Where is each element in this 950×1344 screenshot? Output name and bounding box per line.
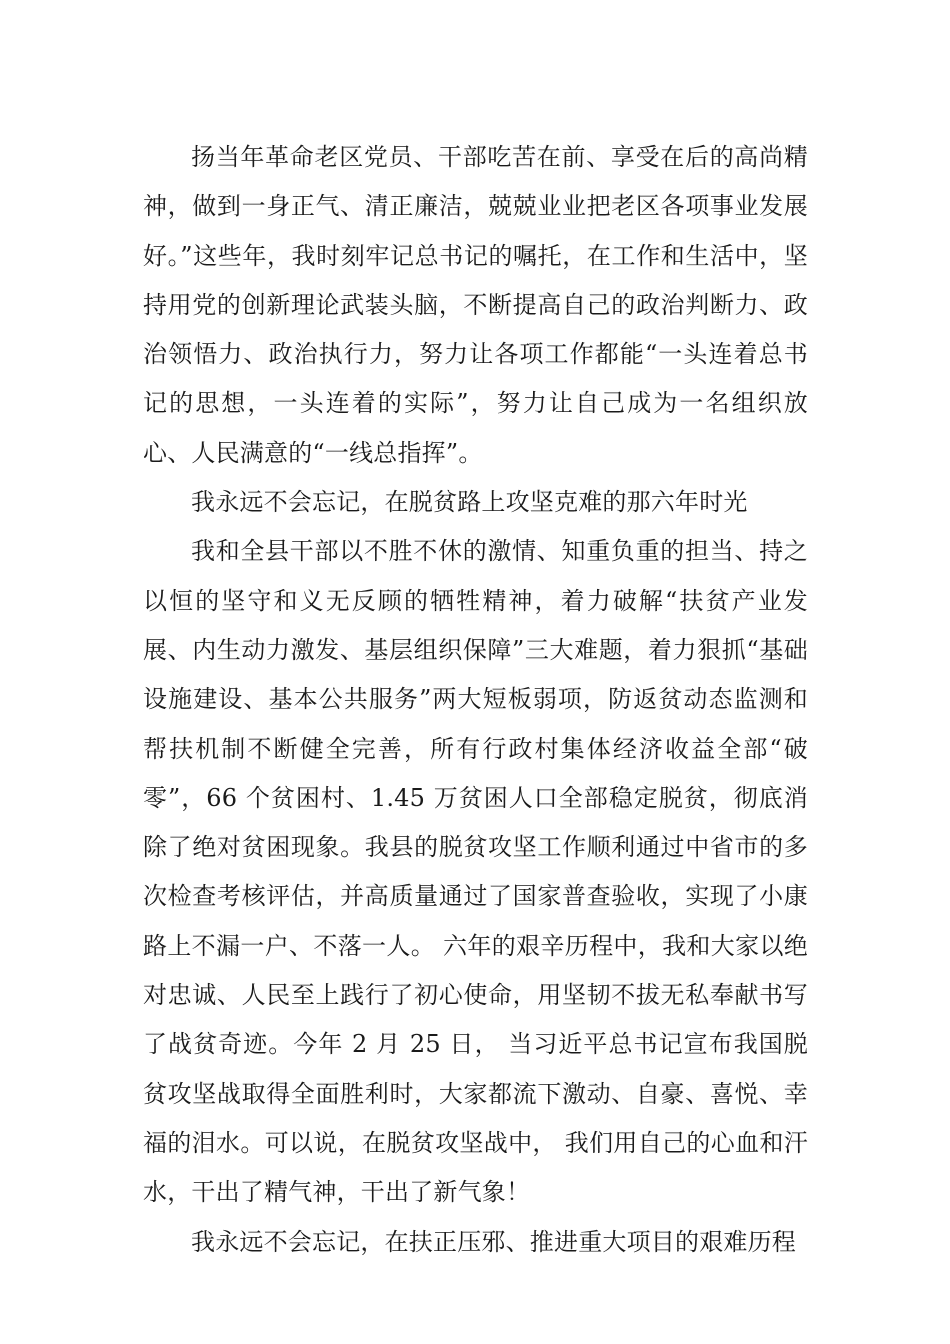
paragraph-continued: 扬当年革命老区党员、干部吃苦在前、享受在后的高尚精神，做到一身正气、清正廉洁，兢兢业业把老区各项事业发展好。”这些年，我时刻牢记总书记的嘱托，在工作和生活中，坚持用党的创新理论武装头脑，不断提高自己的政治判断力、政治领悟力、政治执行力，努力让各项工作都能“一头连着总书记的思想，一头连着的实际”，努力让自己成为一名组织放心、人民满意的“一线总指挥”。	[143, 143, 808, 467]
paragraph-heading-poverty: 我永远不会忘记，在脱贫路上攻坚克难的那六年时光	[191, 488, 748, 517]
paragraph-poverty-alleviation: 我和全县干部以不胜不休的激情、知重负重的担当、持之以恒的坚守和义无反顾的牺牲精神，着力破解“扶贫产业发展、内生动力激发、基层组织保障”三大难题，着力狠抓“基础设施建设、基本公共服务”两大短板弱项，防返贫动态监测和帮扶机制不断健全完善，所有行政村集体经济收益全部“破零”，66 个贫困村、1.45 万贫困人口全部稳定脱贫，彻底消除了绝对贫困现象。我县的脱贫攻坚工作顺利通过中省市的多次检查考核评估，并高质量通过了国家普查验收，实现了小康路上不漏一户、不落一人。 六年的艰辛历程中，我和大家以绝对忠诚、人民至上践行了初心使命，用坚韧不拔无私奉献书写了战贫奇迹。今年 2 月 25 日， 当习近平总书记宣布我国脱贫攻坚战取得全面胜利时，大家都流下激动、自豪、喜悦、幸福的泪水。可以说，在脱贫攻坚战中， 我们用自己的心血和汗水，干出了精气神，干出了新气象！	[143, 537, 808, 1207]
document-body	[143, 133, 808, 1267]
paragraph-heading-projects: 我永远不会忘记，在扶正压邪、推进重大项目的艰难历程	[191, 1227, 796, 1256]
